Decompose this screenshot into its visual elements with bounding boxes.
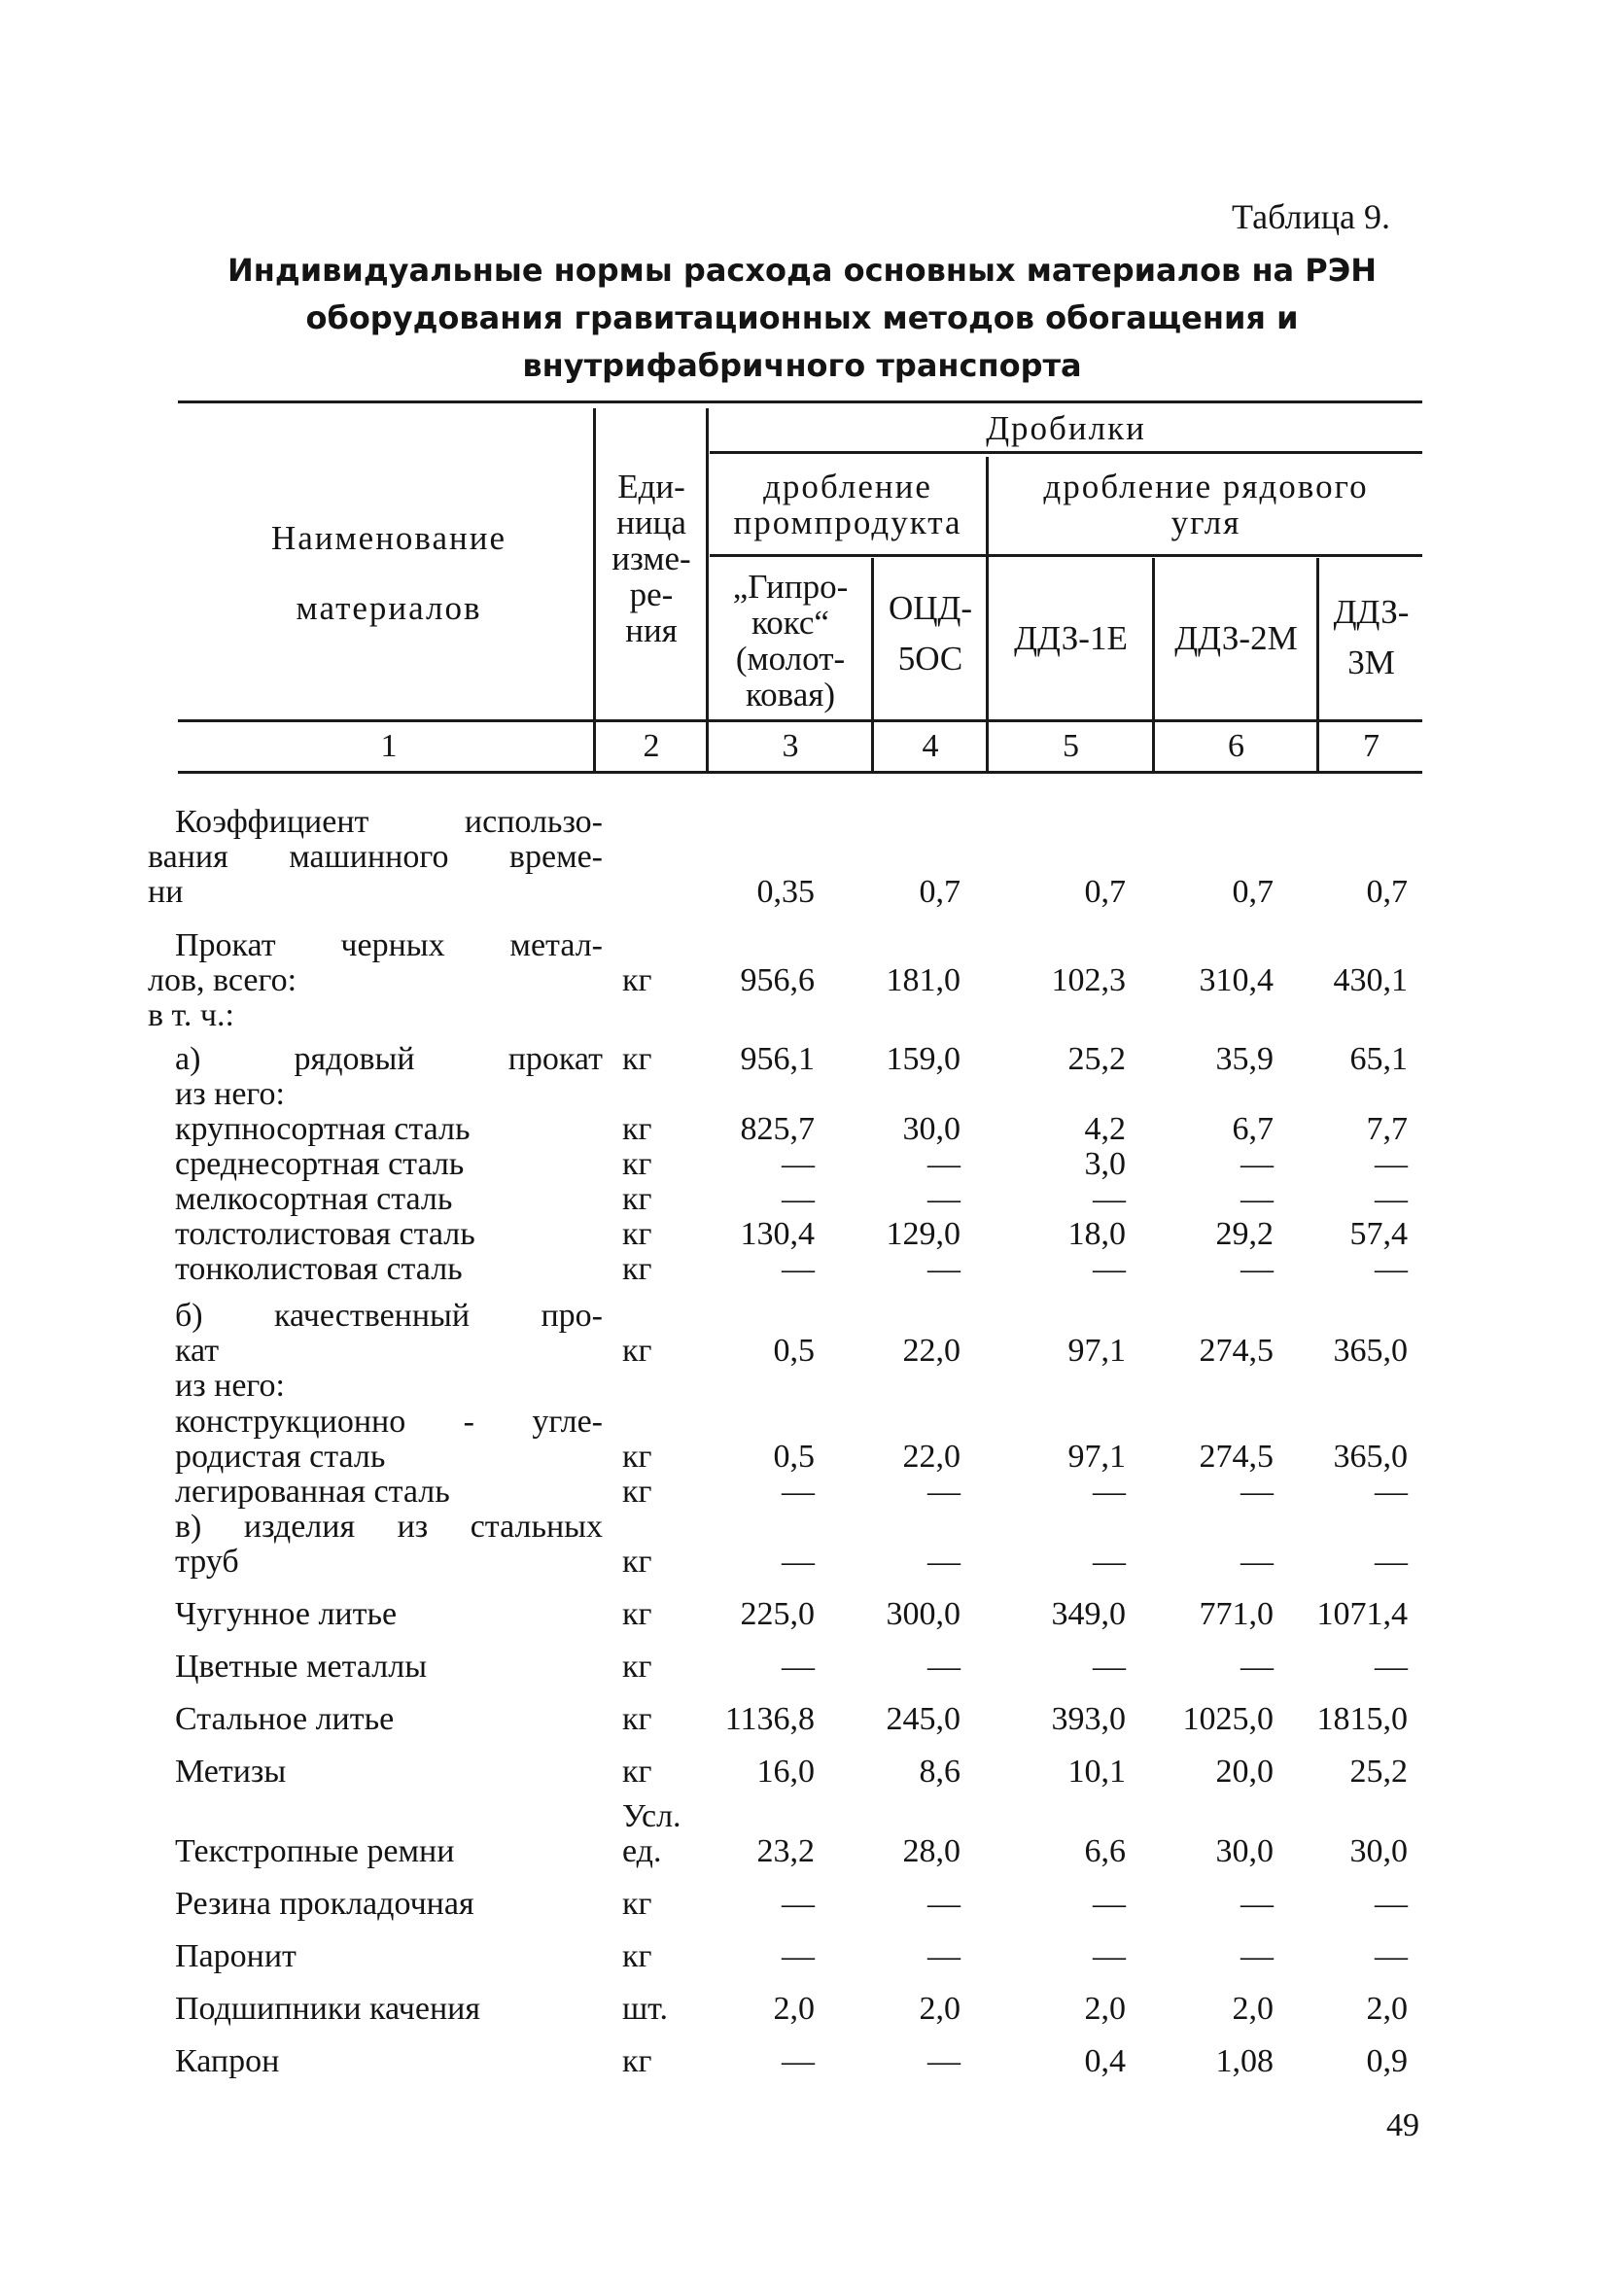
row-unit: кг [622, 1649, 652, 1685]
row-unit: кг [622, 2043, 652, 2079]
row-name-line: Текстропные ремни [175, 1833, 455, 1869]
row-value-col-6: 310,4 [1199, 962, 1274, 998]
row-name-line: мелкосортная сталь [175, 1181, 453, 1217]
row-value-col-7: 65,1 [1349, 1041, 1408, 1077]
row-value-col-7: 2,0 [1366, 1991, 1408, 2027]
row-value-col-4: 8,6 [919, 1754, 961, 1790]
header-sub-2: дробление рядового угля [1043, 468, 1369, 541]
row-unit: кг [622, 1041, 652, 1077]
numbers-bottom-rule [178, 771, 1422, 774]
page-number: 49 [1386, 2107, 1419, 2143]
row-value-col-3: — [782, 2043, 815, 2079]
row-value-col-5: 393,0 [1051, 1701, 1126, 1737]
row-value-col-7: 0,7 [1366, 874, 1408, 910]
col-divider-6 [1316, 558, 1319, 772]
row-value-col-6: 2,0 [1232, 1991, 1274, 2027]
col-number-3: 3 [782, 728, 799, 764]
row-unit: кг [622, 1701, 652, 1737]
header-name: Наименование материалов [270, 519, 507, 627]
row-value-col-6: 274,5 [1199, 1439, 1274, 1475]
row-name-line: Цветные металлы [175, 1649, 428, 1685]
header-unit: Еди- ница изме- ре- ния [611, 468, 691, 649]
row-value-col-6: 771,0 [1199, 1596, 1274, 1632]
row-value-col-5: 2,0 [1084, 1991, 1126, 2027]
header-col-4: ОЦД- 5ОС [888, 589, 973, 678]
row-name-line: Подшипники качения [175, 1991, 481, 2027]
row-value-col-4: — [927, 2043, 961, 2079]
row-unit: кг [622, 1111, 652, 1147]
row-value-col-3: 1136,8 [724, 1701, 815, 1737]
row-value-col-3: 23,2 [756, 1833, 815, 1869]
row-value-col-7: — [1375, 1474, 1408, 1510]
table-top-rule [178, 400, 1422, 403]
row-value-col-6: — [1240, 1886, 1274, 1922]
row-name-line: Коэффициент использо- [175, 804, 603, 840]
row-value-col-3: 956,6 [740, 962, 815, 998]
row-name [175, 1299, 603, 1404]
row-value-col-7: 1071,4 [1316, 1596, 1408, 1632]
row-value-col-5: 0,7 [1084, 874, 1126, 910]
row-value-col-7: 25,2 [1349, 1754, 1408, 1790]
col-number-7: 7 [1363, 728, 1380, 764]
row-value-col-5: 102,3 [1051, 962, 1126, 998]
row-value-col-5: 18,0 [1067, 1216, 1126, 1252]
row-value-col-4: — [927, 1146, 961, 1182]
row-value-col-3: — [782, 1544, 815, 1580]
row-name [175, 1887, 603, 1922]
row-name-line: Метизы [175, 1754, 287, 1790]
row-value-col-4: — [927, 1886, 961, 1922]
row-name-line: из него: [175, 1368, 285, 1404]
row-name-line: легированная сталь [175, 1474, 450, 1510]
row-name [175, 1992, 603, 2027]
row-value-col-6: 274,5 [1199, 1333, 1274, 1369]
row-value-col-6: 30,0 [1215, 1833, 1274, 1869]
col-number-1: 1 [380, 728, 398, 764]
row-value-col-3: — [782, 1886, 815, 1922]
row-value-col-6: 1025,0 [1182, 1701, 1274, 1737]
row-name-line: лов, всего: [148, 962, 297, 998]
col-divider-2 [706, 408, 709, 772]
table-title: Индивидуальные нормы расхода основных материалов на РЭН оборудования гравитационных методов обогащения и внутрифабричного транспорта [227, 252, 1377, 384]
col-number-2: 2 [643, 728, 660, 764]
row-unit: кг [622, 1754, 652, 1790]
row-name [175, 1405, 603, 1475]
row-name-line: Прокат черных метал- [175, 927, 603, 963]
row-value-col-4: 129,0 [886, 1216, 961, 1252]
row-value-col-4: 22,0 [902, 1439, 961, 1475]
row-name [148, 804, 603, 910]
row-value-col-3: — [782, 1938, 815, 1974]
row-value-col-3: — [782, 1474, 815, 1510]
row-value-col-6: 1,08 [1215, 2043, 1274, 2079]
row-value-col-5: 10,1 [1067, 1754, 1126, 1790]
row-name-line: б) качественный про- [175, 1298, 603, 1334]
row-value-col-4: 181,0 [886, 962, 961, 998]
row-value-col-7: 57,4 [1349, 1216, 1408, 1252]
row-value-col-5: — [1093, 1251, 1126, 1287]
row-unit: кг [622, 1181, 652, 1217]
row-value-col-3: 0,5 [773, 1439, 815, 1475]
row-unit: кг [622, 1146, 652, 1182]
row-value-col-6: 6,7 [1232, 1111, 1274, 1147]
row-name-line: Резина прокладочная [175, 1886, 474, 1922]
row-value-col-5: 3,0 [1084, 1146, 1126, 1182]
row-value-col-6: — [1240, 1474, 1274, 1510]
row-value-col-5: — [1093, 1649, 1126, 1685]
row-value-col-4: 22,0 [902, 1333, 961, 1369]
row-unit: кг [622, 1333, 652, 1369]
row-value-col-6: — [1240, 1649, 1274, 1685]
row-value-col-4: 0,7 [919, 874, 961, 910]
row-value-col-6: 0,7 [1232, 874, 1274, 910]
row-value-col-7: — [1375, 1649, 1408, 1685]
row-value-col-5: 0,4 [1084, 2043, 1126, 2079]
row-value-col-4: — [927, 1938, 961, 1974]
row-name-line: Паронит [175, 1938, 297, 1974]
row-name [175, 1182, 603, 1217]
row-name [175, 1475, 603, 1510]
row-value-col-3: 130,4 [740, 1216, 815, 1252]
row-name [175, 1597, 603, 1632]
row-value-col-5: — [1093, 1886, 1126, 1922]
row-value-col-6: — [1240, 1251, 1274, 1287]
row-value-col-6: 35,9 [1215, 1041, 1274, 1077]
row-name-line: Капрон [175, 2043, 280, 2079]
row-value-col-7: 7,7 [1366, 1111, 1408, 1147]
row-value-col-5: 4,2 [1084, 1111, 1126, 1147]
row-name [175, 1042, 603, 1112]
row-value-col-3: — [782, 1181, 815, 1217]
row-name [175, 1217, 603, 1252]
row-name-line: труб [175, 1544, 239, 1580]
row-value-col-4: 28,0 [902, 1833, 961, 1869]
row-value-col-4: — [927, 1181, 961, 1217]
row-name [175, 1755, 603, 1790]
row-name-line: а) рядовый прокат [175, 1041, 603, 1077]
row-value-col-7: 30,0 [1349, 1833, 1408, 1869]
row-name [175, 1112, 603, 1147]
row-value-col-7: — [1375, 1886, 1408, 1922]
row-value-col-7: 365,0 [1333, 1439, 1408, 1475]
row-name [148, 927, 603, 1033]
row-value-col-5: 349,0 [1051, 1596, 1126, 1632]
row-unit: кг [622, 1439, 652, 1475]
group-rule [710, 451, 1422, 454]
row-value-col-6: 29,2 [1215, 1216, 1274, 1252]
header-group: Дробилки [986, 409, 1146, 447]
row-value-col-3: — [782, 1251, 815, 1287]
header-col-3: „Гипро- кокс“ (молот- ковая) [732, 568, 849, 713]
row-value-col-3: 956,1 [740, 1041, 815, 1077]
row-value-col-3: — [782, 1649, 815, 1685]
row-unit: кг [622, 962, 652, 998]
row-name [175, 1252, 603, 1287]
row-name-line: крупносортная сталь [175, 1111, 471, 1147]
row-value-col-5: 97,1 [1067, 1439, 1126, 1475]
row-value-col-7: 1815,0 [1316, 1701, 1408, 1737]
row-value-col-7: 365,0 [1333, 1333, 1408, 1369]
row-name [175, 1510, 603, 1580]
row-value-col-5: — [1093, 1181, 1126, 1217]
row-value-col-6: 20,0 [1215, 1754, 1274, 1790]
row-name [175, 1650, 603, 1685]
row-name-line: вания машинного време- [148, 839, 603, 875]
row-value-col-4: 300,0 [886, 1596, 961, 1632]
row-name-line: родистая сталь [175, 1439, 386, 1475]
row-value-col-3: 2,0 [773, 1991, 815, 2027]
col-divider-5 [1152, 558, 1155, 772]
row-value-col-6: — [1240, 1181, 1274, 1217]
row-name-line: в) изделия из стальных [175, 1509, 603, 1545]
row-unit: кг [622, 1886, 652, 1922]
row-value-col-7: — [1375, 1544, 1408, 1580]
header-col-6: ДДЗ-2М [1174, 619, 1298, 657]
row-value-col-4: 2,0 [919, 1991, 961, 2027]
row-value-col-7: — [1375, 1251, 1408, 1287]
row-value-col-3: 225,0 [740, 1596, 815, 1632]
row-name-line: толстолистовая сталь [175, 1216, 475, 1252]
row-value-col-5: — [1093, 1938, 1126, 1974]
row-value-col-3: — [782, 1146, 815, 1182]
row-name-line: тонколистовая сталь [175, 1251, 463, 1287]
row-name [175, 1834, 603, 1869]
header-col-5: ДДЗ-1Е [1014, 619, 1128, 657]
row-unit: шт. [622, 1991, 668, 2027]
row-value-col-5: — [1093, 1474, 1126, 1510]
row-value-col-5: 97,1 [1067, 1333, 1126, 1369]
row-name-line: ни [148, 874, 184, 910]
row-value-col-5: 6,6 [1084, 1833, 1126, 1869]
row-value-col-7: 0,9 [1366, 2043, 1408, 2079]
col-number-6: 6 [1228, 728, 1244, 764]
col-divider-1 [593, 408, 596, 772]
row-unit: кг [622, 1596, 652, 1632]
col-divider-3 [871, 558, 874, 772]
header-bottom-rule [178, 719, 1422, 722]
row-value-col-5: — [1093, 1544, 1126, 1580]
row-value-col-3: 0,5 [773, 1333, 815, 1369]
row-unit: кг [622, 1216, 652, 1252]
header-col-7: ДДЗ- 3М [1333, 593, 1410, 681]
row-name-line: среднесортная сталь [175, 1146, 465, 1182]
row-name-line: из него: [175, 1076, 285, 1112]
row-name-line: кат [175, 1333, 220, 1369]
row-unit: кг [622, 1251, 652, 1287]
col-number-5: 5 [1063, 728, 1079, 764]
header-sub-1: дробление промпродукта [733, 468, 962, 541]
row-name [175, 1702, 603, 1737]
row-name-line: конструкционно - угле- [175, 1404, 603, 1440]
row-value-col-6: — [1240, 1938, 1274, 1974]
row-value-col-6: — [1240, 1544, 1274, 1580]
row-unit: кг [622, 1474, 652, 1510]
col-number-4: 4 [922, 728, 939, 764]
row-value-col-7: 430,1 [1333, 962, 1408, 998]
row-value-col-7: — [1375, 1938, 1408, 1974]
row-unit: кг [622, 1938, 652, 1974]
subgroup-rule [710, 554, 1422, 557]
row-value-col-6: — [1240, 1146, 1274, 1182]
row-name [175, 1147, 603, 1182]
row-value-col-4: 245,0 [886, 1701, 961, 1737]
row-unit: Усл. ед. [622, 1798, 681, 1869]
row-value-col-3: 0,35 [756, 874, 815, 910]
row-value-col-4: — [927, 1474, 961, 1510]
row-value-col-5: 25,2 [1067, 1041, 1126, 1077]
row-value-col-4: — [927, 1544, 961, 1580]
row-value-col-4: — [927, 1649, 961, 1685]
row-name-line: Стальное литье [175, 1701, 395, 1737]
col-divider-4 [986, 457, 989, 772]
row-value-col-7: — [1375, 1146, 1408, 1182]
row-value-col-4: 159,0 [886, 1041, 961, 1077]
row-value-col-3: 16,0 [756, 1754, 815, 1790]
row-value-col-4: 30,0 [902, 1111, 961, 1147]
row-name [175, 2044, 603, 2079]
row-name [175, 1939, 603, 1974]
table-number: Таблица 9. [1232, 197, 1390, 236]
row-value-col-3: 825,7 [740, 1111, 815, 1147]
row-value-col-7: — [1375, 1181, 1408, 1217]
row-value-col-4: — [927, 1251, 961, 1287]
row-name-line: в т. ч.: [148, 997, 234, 1033]
row-unit: кг [622, 1544, 652, 1580]
row-name-line: Чугунное литье [175, 1596, 398, 1632]
